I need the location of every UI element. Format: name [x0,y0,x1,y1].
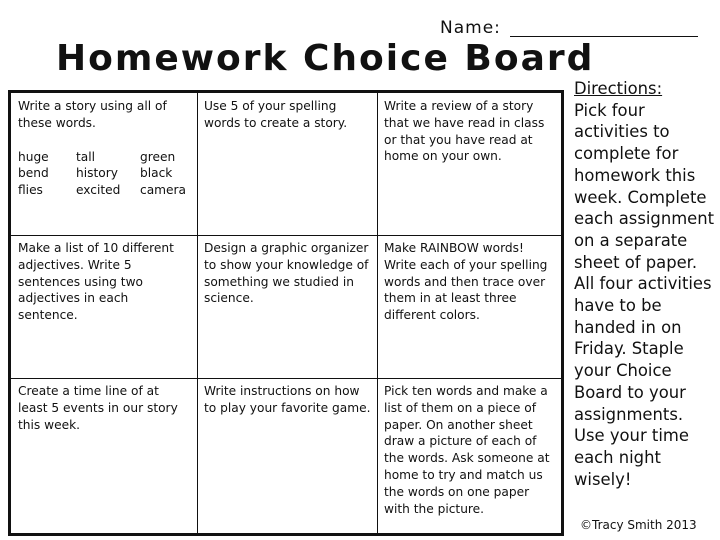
word-list-item: tall [76,149,96,164]
board-cell-6: Make RAINBOW words! Write each of your spelling words and then trace over them in at least three different colors. [384,241,548,323]
word-list-item: huge [18,149,49,164]
word-list-item: flies [18,183,43,198]
word-list-item: excited [76,183,121,198]
word-list-item: black [140,166,173,181]
copyright: ©Tracy Smith 2013 [580,518,697,532]
choice-board [8,90,564,536]
board-cell-5: Design a graphic organizer to show your knowledge of something we studied in science. [204,241,369,306]
board-cell-8: Write instructions on how to play your favorite game. [204,384,371,415]
board-cell-9: Pick ten words and make a list of them on a piece of paper. On another sheet draw a picture of each of the words. Ask someone at home to try and match us the words on one paper with the picture. [384,384,550,516]
word-list-item: bend [18,166,49,181]
word-list-item: history [76,166,118,181]
directions [574,78,718,490]
directions-heading: Directions: [574,79,663,98]
board-cell-2: Use 5 of your spelling words to create a story. [204,99,348,130]
name-blank-line [510,36,698,37]
board-cell-1 [11,93,197,235]
board-cell-7: Create a time line of at least 5 events in our story this week. [18,384,178,432]
board-cell-1-text: Write a story using all of these words. [18,99,167,130]
word-list-item: camera [140,183,187,198]
board-cell-4: Make a list of 10 different adjectives. Write 5 sentences using two adjectives in each sentence. [18,241,174,323]
word-list [18,149,191,199]
board-cell-3: Write a review of a story that we have read in class or that you have read at home on your own. [384,99,545,164]
word-list-item: green [140,149,176,164]
name-label: Name: [440,18,501,38]
directions-text: Pick four activities to complete for homework this week. Complete each assignment on a separate sheet of paper. All four activities have to be handed in on Friday. Staple your Choice Board to your assignments. Use your time each night wisely! [574,100,715,489]
page-title: Homework Choice Board [56,38,595,79]
